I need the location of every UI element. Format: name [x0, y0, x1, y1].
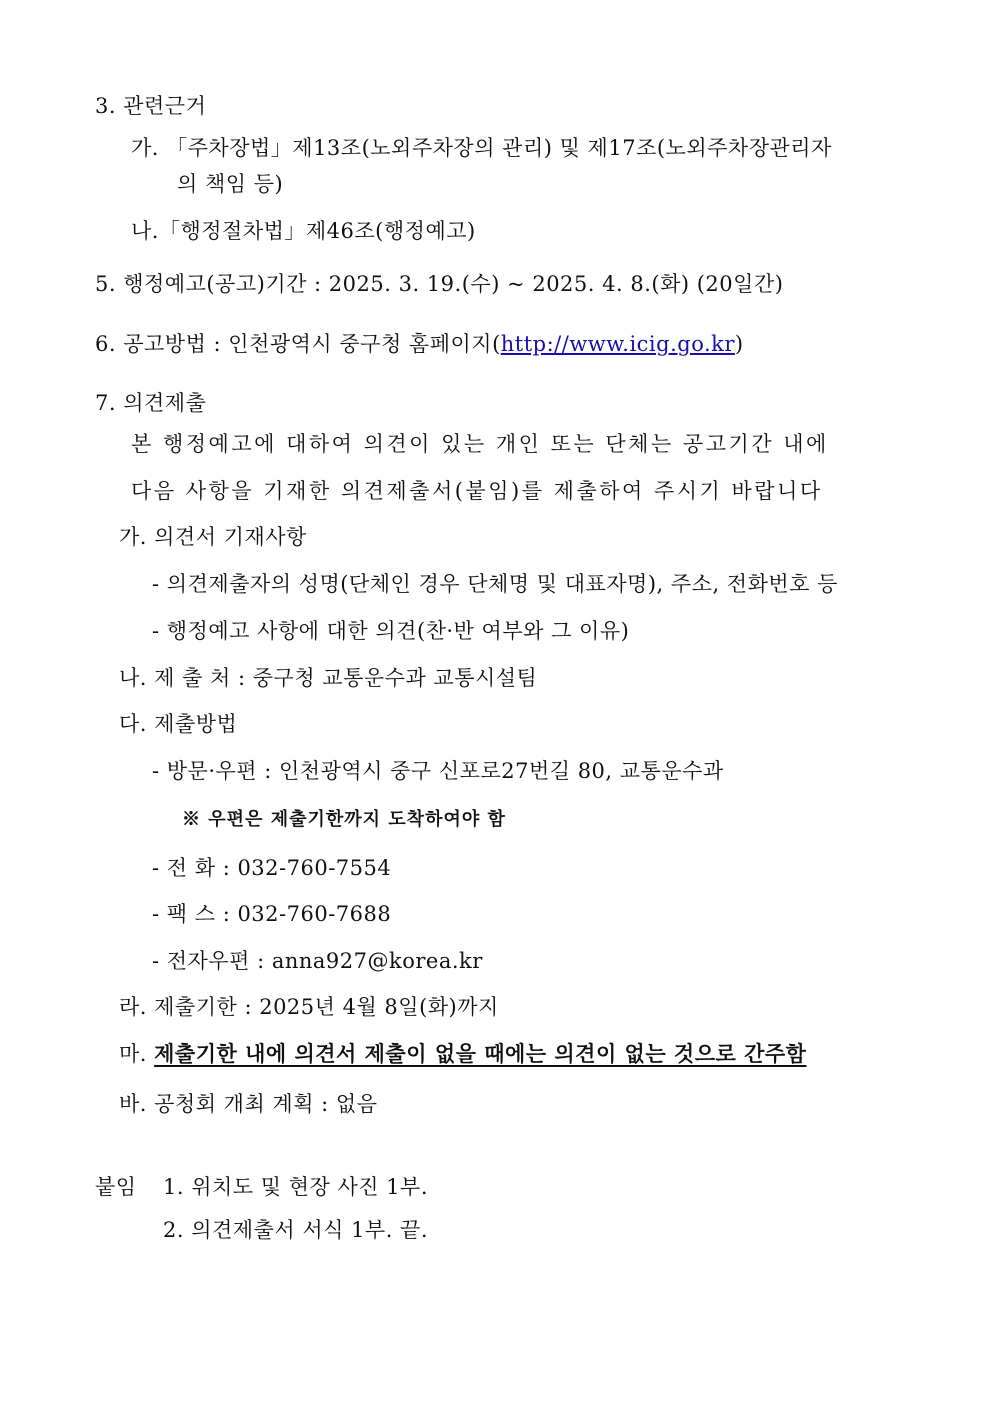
section-6-close: ): [734, 332, 744, 356]
section-3-item-a-cont: 의 책임 등): [177, 172, 284, 196]
section-7-title: 7. 의견제출: [95, 391, 207, 415]
section-3-title: 3. 관련근거: [95, 94, 207, 118]
section-7-da-note: ※ 우편은 제출기한까지 도착하여야 함: [182, 809, 506, 830]
attachment-item-2: 2. 의견제출서 서식 1부. 끝.: [163, 1218, 429, 1242]
homepage-link[interactable]: http://www.icig.go.kr: [500, 332, 735, 356]
section-6-method: [95, 330, 744, 358]
section-7-ga-item1: - 의견제출자의 성명(단체인 경우 단체명 및 대표자명), 주소, 전화번호 등: [152, 572, 838, 596]
attachments-label: 붙임: [95, 1175, 137, 1199]
section-7-ma: [119, 1040, 806, 1068]
section-7-da-title: 다. 제출방법: [119, 712, 238, 736]
section-7-da-phone: - 전 화 : 032-760-7554: [152, 856, 392, 880]
section-7-na: 나. 제 출 처 : 중구청 교통운수과 교통시설팀: [119, 666, 538, 690]
attachment-item-1: 1. 위치도 및 현장 사진 1부.: [163, 1175, 429, 1199]
section-7-ga-item2: - 행정예고 사항에 대한 의견(찬·반 여부와 그 이유): [152, 619, 630, 643]
section-3-item-b: 나.「행정절차법」제46조(행정예고): [131, 219, 476, 243]
section-7-da-email: - 전자우편 : anna927@korea.kr: [152, 949, 483, 973]
section-5-period: 5. 행정예고(공고)기간 : 2025. 3. 19.(수) ~ 2025. 4. 8.(화) (20일간): [95, 272, 784, 296]
section-7-ga-title: 가. 의견서 기재사항: [119, 525, 307, 549]
section-7-intro-line1: 본 행정예고에 대하여 의견이 있는 개인 또는 단체는 공고기간 내에: [131, 432, 829, 456]
section-7-intro-line2: 다음 사항을 기재한 의견제출서(붙임)를 제출하여 주시기 바랍니다: [131, 479, 823, 503]
section-7-da-visit: - 방문·우편 : 인천광역시 중구 신포로27번길 80, 교통운수과: [152, 759, 724, 783]
section-7-ma-prefix: 마.: [119, 1042, 155, 1066]
section-6-label: 6. 공고방법 : 인천광역시 중구청 홈페이지(: [95, 332, 501, 356]
section-3-item-a: 가. 「주차장법」제13조(노외주차장의 관리) 및 제17조(노외주차장관리자: [131, 136, 832, 160]
section-7-ma-text: 제출기한 내에 의견서 제출이 없을 때에는 의견이 없는 것으로 간주함: [154, 1041, 807, 1066]
section-7-ba: 바. 공청회 개최 계획 : 없음: [119, 1092, 378, 1116]
section-7-da-fax: - 팩 스 : 032-760-7688: [152, 902, 392, 926]
section-7-ra: 라. 제출기한 : 2025년 4월 8일(화)까지: [119, 995, 499, 1019]
